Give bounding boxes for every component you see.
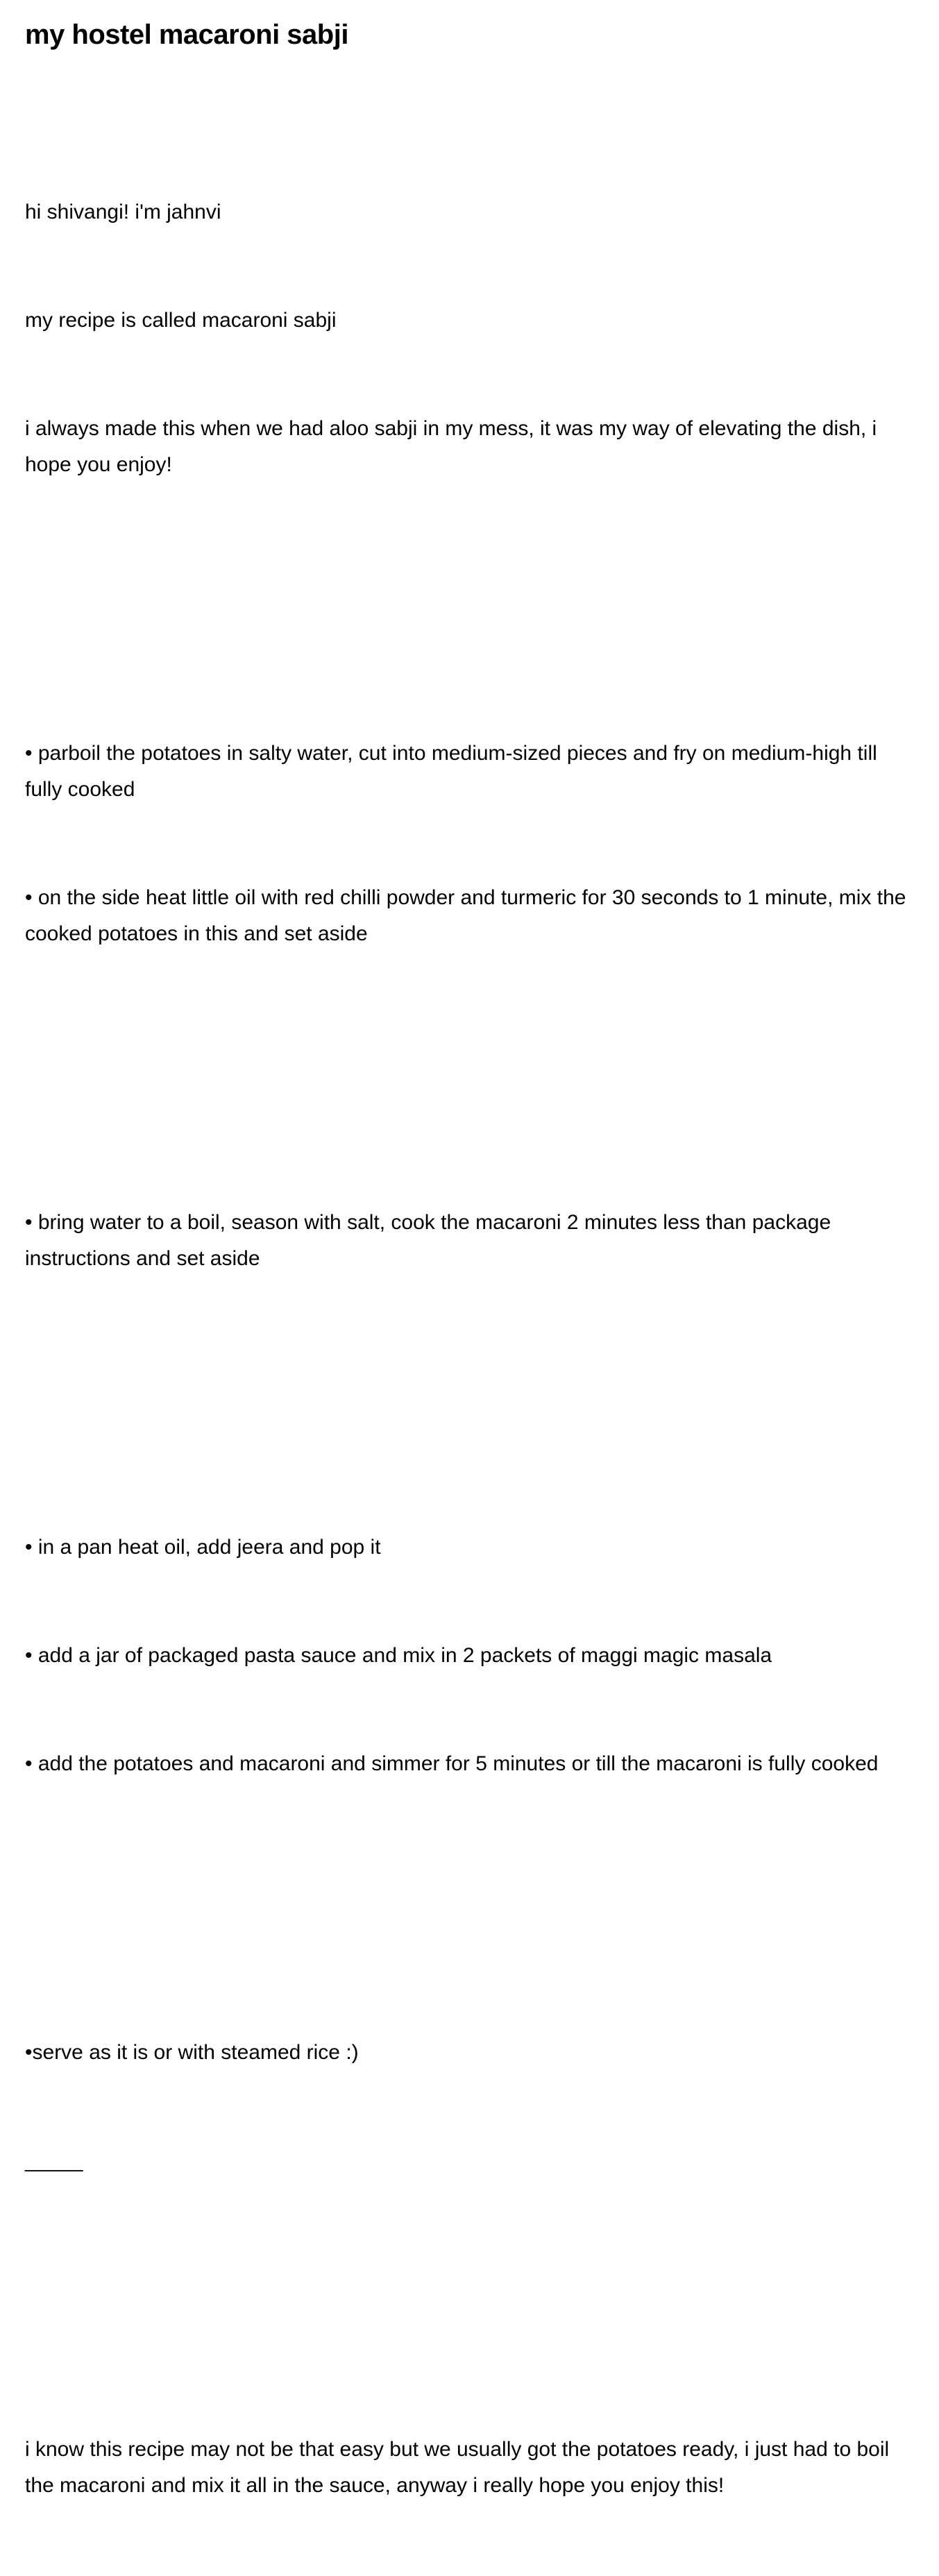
intro-line: i always made this when we had aloo sabji in my mess, it was my way of elevating the dish, i hope you enjoy! — [25, 417, 883, 476]
step-line: • on the side heat little oil with red chilli powder and turmeric for 30 seconds to 1 minute, mix the cooked potatoes in this and set aside — [25, 886, 912, 945]
serve-line: •serve as it is or with steamed rice :) — [25, 2041, 359, 2064]
step-line: • add the potatoes and macaroni and simmer for 5 minutes or till the macaroni is fully cooked — [25, 1752, 879, 1775]
blank-line — [25, 1060, 918, 1096]
intro-line: hi shivangi! i'm jahnvi — [25, 201, 221, 223]
blank-line — [25, 1890, 918, 1926]
outro-paragraph: i know this recipe may not be that easy but we usually got the potatoes ready, i just had to boil the macaroni and mix it all in the sauce, anyway i really hope you enjoy this! — [25, 2438, 895, 2497]
intro-line: my recipe is called macaroni sabji — [25, 309, 337, 332]
step-line: • in a pan heat oil, add jeera and pop it — [25, 1536, 381, 1559]
step-line: • add a jar of packaged pasta sauce and mix in 2 packets of maggi magic masala — [25, 1644, 772, 1667]
step-line: • bring water to a boil, season with salt, cook the macaroni 2 minutes less than package instructions and set aside — [25, 1211, 837, 1270]
note-title: my hostel macaroni sabji — [25, 19, 348, 50]
note-body — [25, 122, 918, 2576]
divider-line: _____ — [25, 2149, 83, 2172]
step-line: • parboil the potatoes in salty water, cut into medium-sized pieces and fry on medium-high till fully cooked — [25, 742, 883, 801]
blank-line — [25, 591, 918, 627]
blank-line — [25, 2287, 918, 2323]
blank-line — [25, 1385, 918, 1421]
